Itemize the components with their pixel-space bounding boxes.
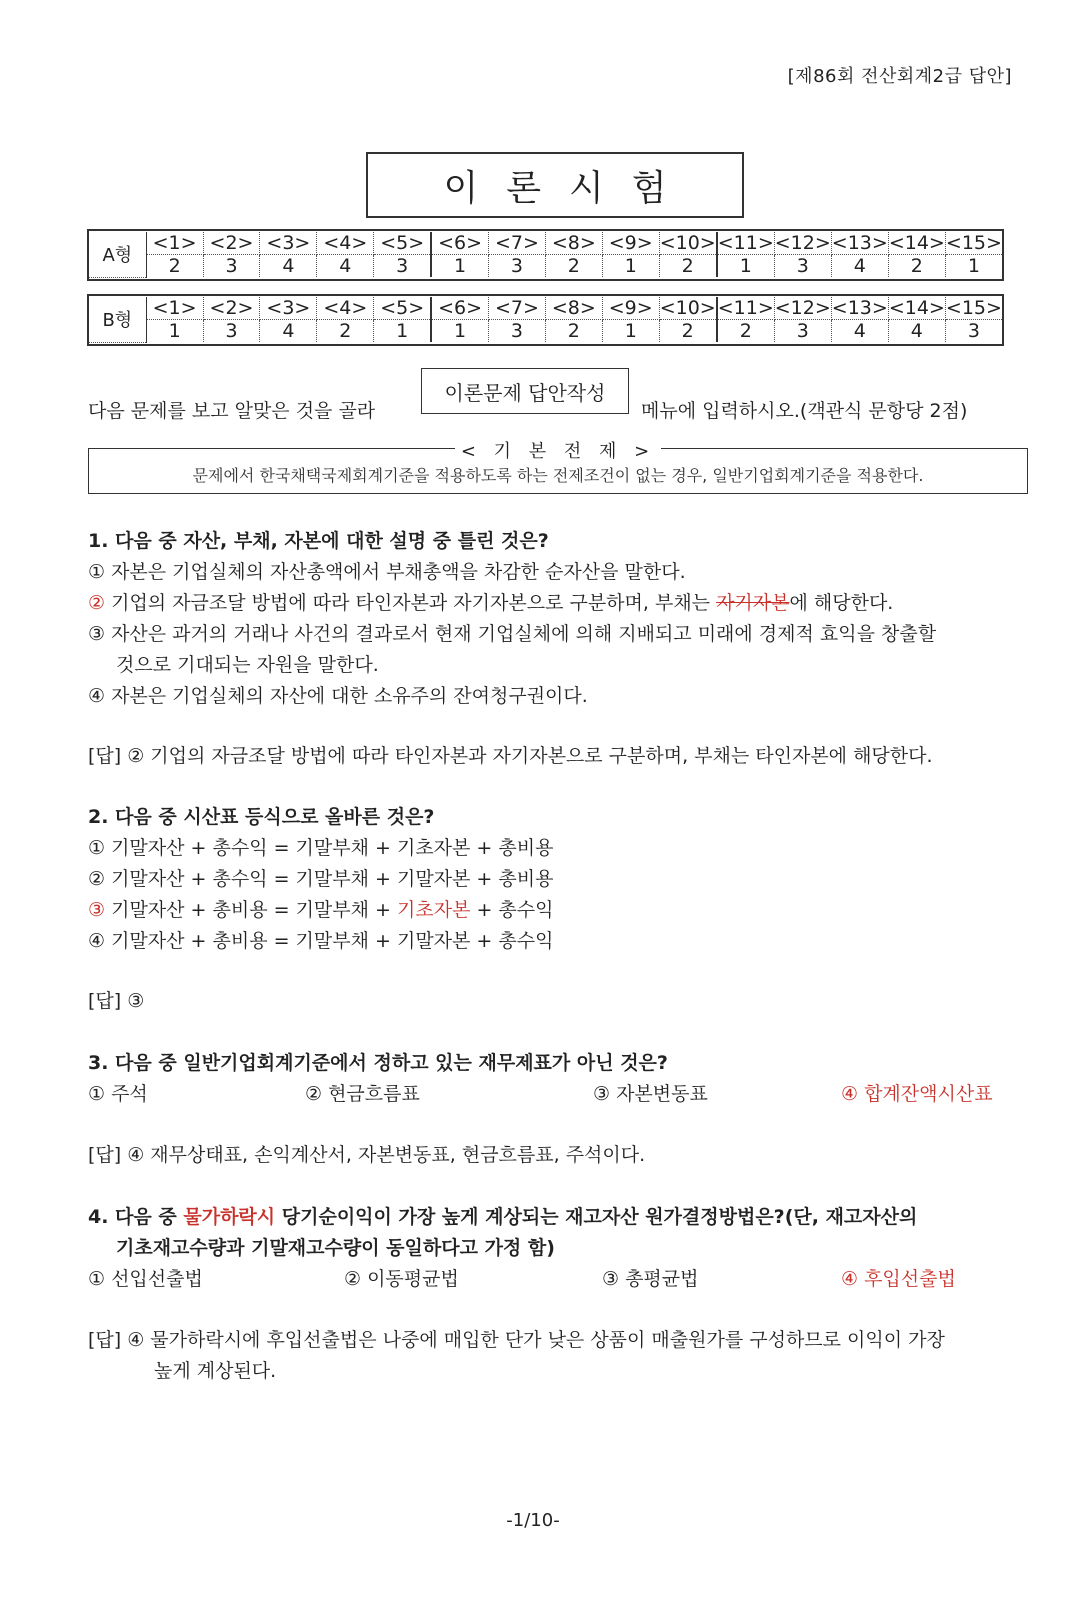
- answer-cell: 3: [774, 255, 831, 278]
- question-4-line-2: 기초재고수량과 기말재고수량이 동일하다고 가정 함): [116, 1237, 555, 1259]
- q4-option-4: ④ 후입선출법: [841, 1268, 956, 1290]
- answer-cell: 1: [602, 255, 659, 278]
- page-number: -1/10-: [506, 1510, 560, 1531]
- q1-option-1: ① 자본은 기업실체의 자산총액에서 부채총액을 차감한 순자산을 말한다.: [88, 561, 686, 583]
- answer-cell: 2: [317, 320, 374, 343]
- answer-cell: 1: [146, 320, 203, 343]
- answer-cell: 3: [203, 255, 260, 278]
- q1-option-3-line-1: ③ 자산은 과거의 거래나 사건의 결과로서 현재 기업실체에 의해 지배되고 미래에 경제적 효익을 창출할: [88, 623, 937, 645]
- question-4-highlight: 물가하락시: [183, 1206, 276, 1228]
- q1-option-2: [88, 588, 893, 615]
- question-number-cell: <12>: [774, 297, 831, 319]
- q1-option-2-text: 기업의 자금조달 방법에 따라 타인자본과 자기자본으로 구분하며, 부채는: [105, 592, 717, 614]
- answer-cell: 1: [374, 320, 431, 343]
- menu-name-box: 이론문제 답안작성: [421, 368, 629, 414]
- title-box: [366, 152, 744, 218]
- q2-option-3: [88, 895, 553, 922]
- premise-text: 문제에서 한국채택국제회계기준을 적용하도록 하는 전제조건이 없는 경우, 일반기업회계기준을 적용한다.: [192, 466, 924, 485]
- question-number-cell: <13>: [831, 232, 888, 254]
- question-number-cell: <1>: [146, 232, 203, 255]
- answer-cell: 4: [317, 255, 374, 278]
- q1-answer: [답] ② 기업의 자금조달 방법에 따라 타인자본과 자기자본으로 구분하며, 부채는 타인자본에 해당한다.: [88, 745, 933, 767]
- question-number-cell: <15>: [945, 232, 1002, 254]
- answer-cell: 1: [431, 320, 488, 343]
- q2-option-3-text: 기말자산 + 총비용 = 기말부채 +: [105, 899, 397, 921]
- answer-cell: 1: [602, 320, 659, 343]
- question-number-cell: <8>: [545, 232, 602, 255]
- question-number-cell: <3>: [260, 232, 317, 255]
- q4-option-1: ① 선입선출법: [88, 1268, 203, 1290]
- answer-cell: 2: [717, 320, 775, 343]
- answer-cell: 3: [374, 255, 431, 278]
- q4-option-3: ③ 총평균법: [602, 1268, 699, 1290]
- question-number-cell: <10>: [659, 297, 716, 319]
- question-number-cell: <4>: [317, 232, 374, 255]
- question-2: 2. 다음 중 시산표 등식으로 올바른 것은?: [88, 806, 435, 828]
- exam-header: [제86회 전산회계2급 답안]: [787, 66, 1012, 87]
- question-number-cell: <2>: [203, 232, 260, 255]
- q2-answer: [답] ③: [88, 990, 145, 1012]
- q4-answer-line-2: 높게 계상된다.: [154, 1360, 277, 1382]
- page-title: 이론시험: [443, 167, 695, 209]
- q2-option-3-number: ③: [88, 899, 106, 921]
- answer-table-a: [87, 229, 1004, 281]
- answer-cell: 2: [659, 320, 717, 343]
- question-4: [88, 1202, 917, 1229]
- q3-option-1: ① 주석: [88, 1083, 148, 1105]
- q4-answer-line-1: [답] ④ 물가하락시에 후입선출법은 나중에 매입한 단가 낮은 상품이 매출원가를 구성하므로 이익이 가장: [88, 1329, 945, 1351]
- question-4-start: 4. 다음 중: [88, 1206, 184, 1228]
- answer-cell: 3: [967, 320, 980, 342]
- answer-cell: 2: [545, 255, 602, 278]
- question-number-cell: <14>: [888, 232, 945, 254]
- question-3: 3. 다음 중 일반기업회계기준에서 정하고 있는 재무제표가 아닌 것은?: [88, 1052, 668, 1074]
- question-number-cell: <4>: [317, 297, 374, 320]
- answer-cell: 4: [260, 255, 317, 278]
- answer-cell: 4: [260, 320, 317, 343]
- question-number-cell: <2>: [203, 297, 260, 320]
- question-number-cell: <8>: [545, 297, 602, 320]
- answer-cell: 1: [431, 255, 488, 278]
- question-number-cell: <5>: [374, 297, 431, 320]
- instruction-text: 다음 문제를 보고 알맞은 것을 골라: [88, 400, 376, 422]
- question-number-cell: <11>: [717, 297, 774, 319]
- answer-cell: 2: [146, 255, 203, 278]
- question-1: 1. 다음 중 자산, 부채, 자본에 대한 설명 중 틀린 것은?: [88, 530, 549, 552]
- question-number-cell: <7>: [489, 232, 546, 255]
- answer-table-b: [87, 294, 1004, 346]
- q2-option-3-highlight: 기초자본: [396, 899, 471, 921]
- answer-cell: 3: [489, 320, 546, 343]
- q2-option-2: ② 기말자산 + 총수익 = 기말부채 + 기말자본 + 총비용: [88, 868, 554, 890]
- question-number-cell: <7>: [489, 297, 546, 320]
- q3-option-2: ② 현금흐름표: [305, 1083, 420, 1105]
- question-number-cell: <10>: [659, 232, 716, 254]
- q3-answer: [답] ④ 재무상태표, 손익계산서, 자본변동표, 현금흐름표, 주석이다.: [88, 1144, 646, 1166]
- q3-option-4: ④ 합계잔액시산표: [841, 1083, 993, 1105]
- question-number-cell: <11>: [717, 232, 774, 254]
- q2-option-4: ④ 기말자산 + 총비용 = 기말부채 + 기말자본 + 총수익: [88, 930, 554, 952]
- premise-title: < 기 본 전 제 >: [455, 441, 661, 462]
- answer-cell: 2: [888, 255, 945, 278]
- question-number-cell: <12>: [774, 232, 831, 254]
- answer-cell: 3: [489, 255, 546, 278]
- instruction-text-2: 메뉴에 입력하시오.(객관식 문항당 2점): [641, 400, 968, 422]
- q4-option-2: ② 이동평균법: [344, 1268, 459, 1290]
- answer-cell: 4: [831, 320, 888, 343]
- answer-cell: 1: [717, 255, 775, 278]
- answer-cell: 4: [831, 255, 888, 278]
- answer-cell: 3: [774, 320, 831, 343]
- question-number-cell: <15>: [945, 297, 1002, 319]
- table-type-label: B형: [89, 297, 146, 342]
- question-number-cell: <3>: [260, 297, 317, 320]
- answer-cell: 1: [967, 255, 980, 277]
- question-4-end: 당기순이익이 가장 높게 계상되는 재고자산 원가결정방법은?(단, 재고자산의: [275, 1206, 918, 1228]
- answer-cell: 2: [545, 320, 602, 343]
- q3-option-3: ③ 자본변동표: [593, 1083, 708, 1105]
- q1-option-2-number: ②: [88, 592, 106, 614]
- question-number-cell: <9>: [602, 232, 659, 255]
- question-number-cell: <6>: [431, 297, 488, 320]
- question-number-cell: <9>: [602, 297, 659, 320]
- q2-option-3-end: + 총수익: [470, 899, 554, 921]
- question-number-cell: <5>: [374, 232, 431, 255]
- question-number-cell: <14>: [888, 297, 945, 319]
- table-type-label: A형: [89, 232, 146, 277]
- question-number-cell: <13>: [831, 297, 888, 319]
- premise-box: [88, 441, 1028, 494]
- question-number-cell: <6>: [431, 232, 488, 255]
- q1-option-3-line-2: 것으로 기대되는 자원을 말한다.: [116, 654, 379, 676]
- q1-option-4: ④ 자본은 기업실체의 자산에 대한 소유주의 잔여청구권이다.: [88, 685, 588, 707]
- q1-option-2-strike: 자기자본: [716, 592, 790, 614]
- answer-cell: 2: [659, 255, 717, 278]
- q1-option-2-end: 에 해당한다.: [789, 592, 894, 614]
- answer-cell: 4: [888, 320, 945, 343]
- question-number-cell: <1>: [146, 297, 203, 320]
- answer-cell: 3: [203, 320, 260, 343]
- q2-option-1: ① 기말자산 + 총수익 = 기말부채 + 기초자본 + 총비용: [88, 837, 554, 859]
